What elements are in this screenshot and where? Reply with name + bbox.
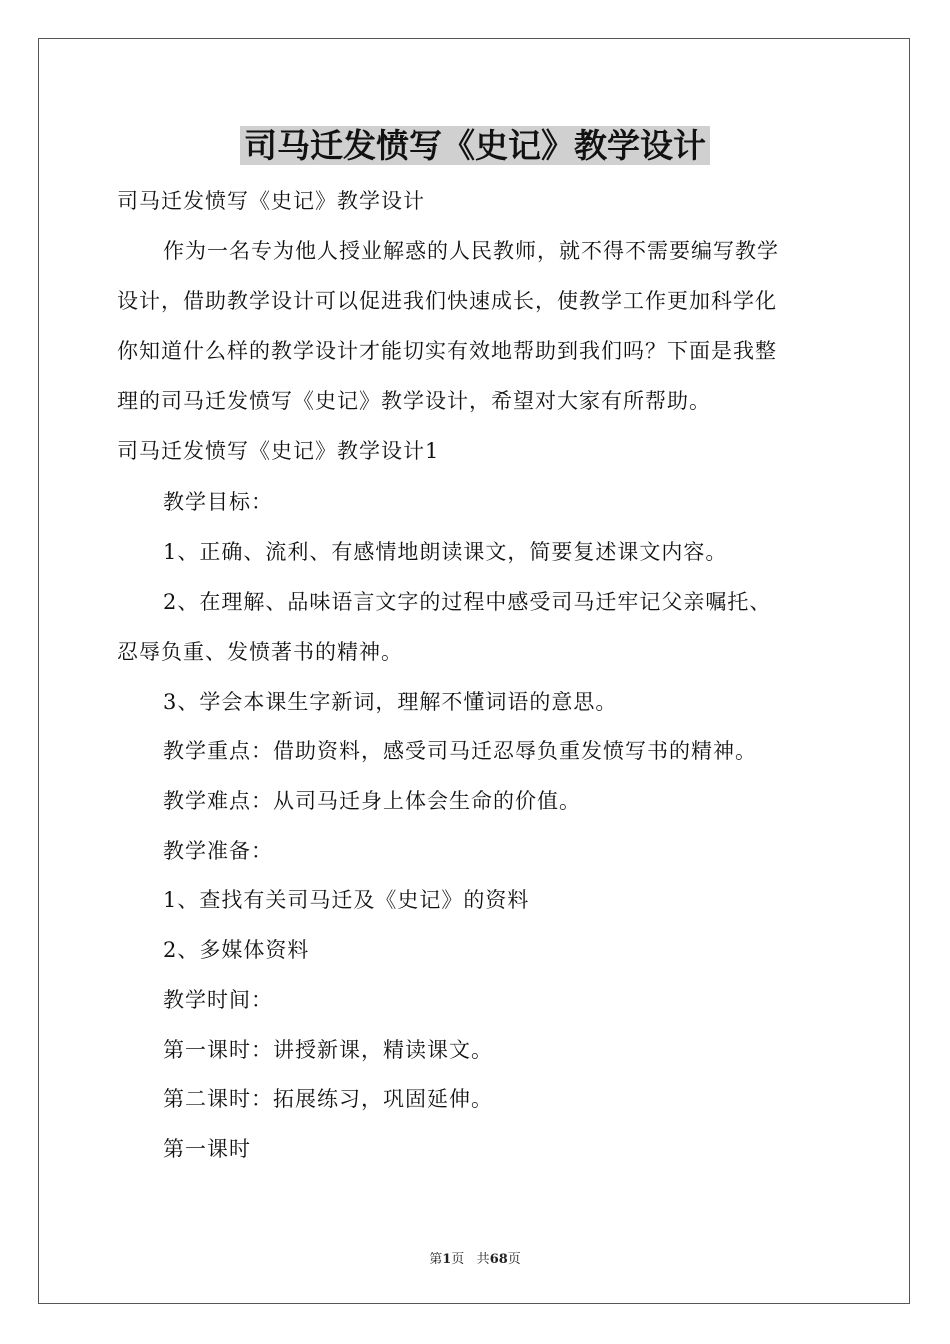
page-prefix: 第 xyxy=(429,1252,443,1267)
page-suffix: 页 xyxy=(451,1252,465,1267)
paragraph-line: 2、在理解、品味语言文字的过程中感受司马迁牢记父亲嘱托、 xyxy=(163,590,772,614)
paragraph-line: 第一课时：讲授新课，精读课文。 xyxy=(163,1038,493,1062)
paragraph-line: 忍辱负重、发愤著书的精神。 xyxy=(117,640,403,664)
paragraph-line: 教学准备： xyxy=(163,839,273,863)
document-title: 司马迁发愤写《史记》教学设计 xyxy=(0,123,950,169)
total-prefix: 共 xyxy=(476,1252,490,1267)
total-suffix: 页 xyxy=(507,1252,521,1267)
paragraph-line: 1、正确、流利、有感情地朗读课文，简要复述课文内容。 xyxy=(163,540,728,564)
paragraph-line: 1、查找有关司马迁及《史记》的资料 xyxy=(163,888,530,912)
subtitle: 司马迁发愤写《史记》教学设计 xyxy=(117,189,425,213)
paragraph-line: 3、学会本课生字新词，理解不懂词语的意思。 xyxy=(163,690,618,714)
paragraph-line: 理的司马迁发愤写《史记》教学设计，希望对大家有所帮助。 xyxy=(117,389,711,413)
paragraph-line: 教学目标： xyxy=(163,490,273,514)
page-border xyxy=(38,38,910,1304)
paragraph-line: 你知道什么样的教学设计才能切实有效地帮助到我们吗？下面是我整 xyxy=(117,339,777,363)
page-footer xyxy=(0,1248,950,1267)
section-heading: 司马迁发愤写《史记》教学设计1 xyxy=(117,439,440,463)
total-pages: 68 xyxy=(489,1252,508,1267)
paragraph-line: 设计，借助教学设计可以促进我们快速成长，使教学工作更加科学化 xyxy=(117,289,777,313)
paragraph-line: 教学重点：借助资料，感受司马迁忍辱负重发愤写书的精神。 xyxy=(163,739,757,763)
paragraph-line: 2、多媒体资料 xyxy=(163,938,310,962)
paragraph-line: 教学时间： xyxy=(163,988,273,1012)
paragraph-line: 教学难点：从司马迁身上体会生命的价值。 xyxy=(163,789,581,813)
paragraph-line: 作为一名专为他人授业解惑的人民教师，就不得不需要编写教学 xyxy=(163,239,779,263)
page-number: 1 xyxy=(442,1252,452,1267)
paragraph-line: 第二课时：拓展练习，巩固延伸。 xyxy=(163,1087,493,1111)
paragraph-line: 第一课时 xyxy=(163,1137,251,1161)
